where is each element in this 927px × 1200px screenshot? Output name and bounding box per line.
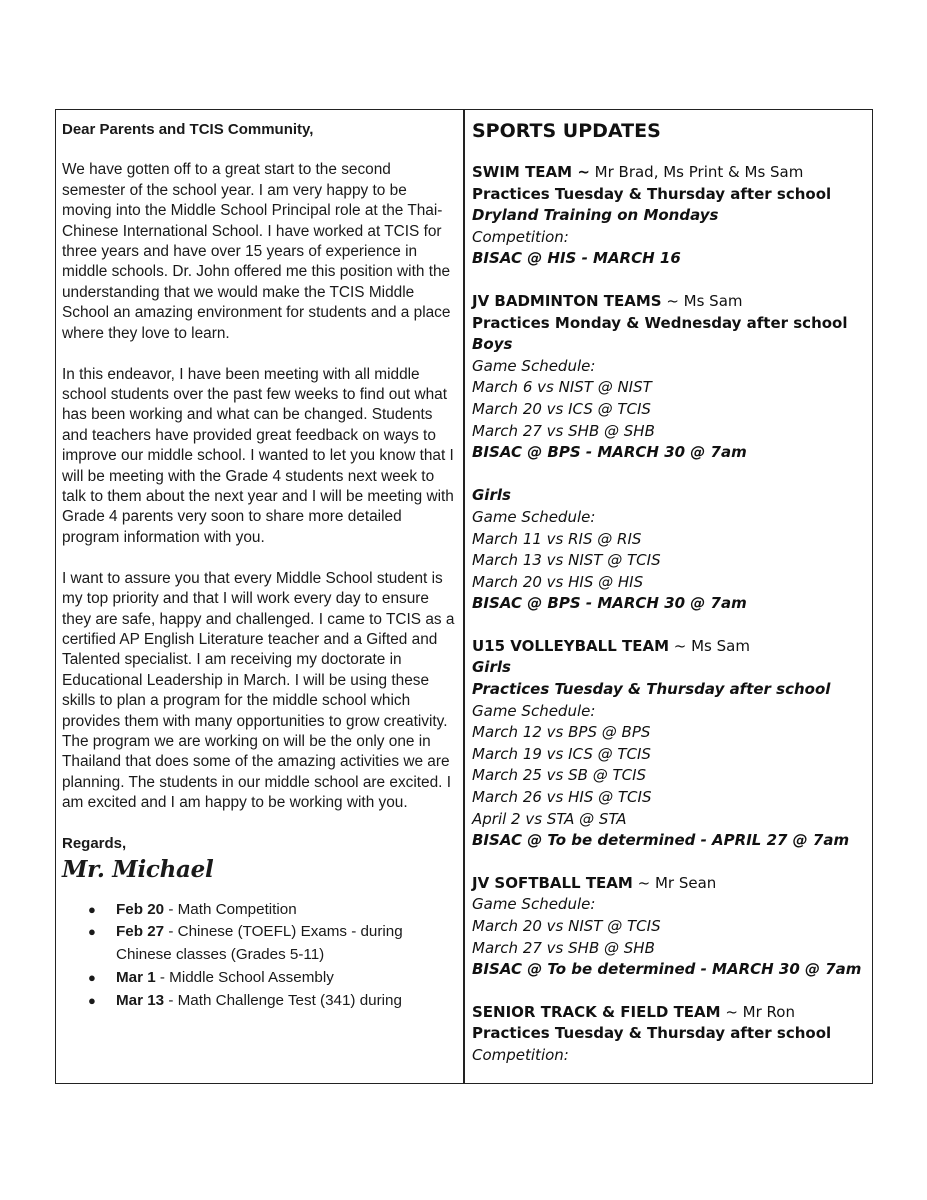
team-coach: ~ Mr Sean xyxy=(632,873,717,892)
track-team-section xyxy=(472,1002,867,1067)
letter-paragraph: I want to assure you that every Middle School student is my top priority and that I will work every day to ensure they are safe, happy and challenged. I came to TCIS as a certified AP English Literature teacher and a Gifted and Talented specialist. I am receiving my doctorate in Educational Leadership in March. I will be using these skills to plan a program for the middle school which provides them with many opportunities to grow creativity. The program we are working on will be the only one in Thailand that does some of the amazing activities we are planning. The students in our middle school are excited. I am excited and I am happy to be working with you. xyxy=(62,569,455,812)
bisac-event: BISAC @ BPS - MARCH 30 @ 7am xyxy=(472,594,747,613)
badminton-team-section xyxy=(472,291,867,615)
event-date: Feb 20 xyxy=(116,900,165,918)
dryland-training: Dryland Training on Mondays xyxy=(472,206,719,225)
team-coach: Mr Brad, Ms Print & Ms Sam xyxy=(589,163,804,181)
event-item xyxy=(62,921,458,967)
event-date: Feb 27 xyxy=(116,923,165,941)
game-item: March 27 vs SHB @ SHB xyxy=(472,421,655,440)
game-item: March 6 vs NIST @ NIST xyxy=(472,378,652,397)
letter-signature: Mr. Michael xyxy=(62,855,214,883)
team-heading xyxy=(472,1002,867,1024)
game-item: March 19 vs ICS @ TCIS xyxy=(472,744,651,763)
event-date: Mar 1 xyxy=(116,968,156,986)
division-label: Boys xyxy=(472,335,513,354)
letter-paragraph: In this endeavor, I have been meeting with all middle school students over the past few weeks to find out what has been working and what can be changed. Students and teachers have provided great feedback on ways to improve our middle school. I wanted to let you know that I will be meeting with the Grade 4 students next week to talk to them about the next year and I will be meeting with Grade 4 parents very soon to share more detailed program information with you. xyxy=(62,365,454,546)
division-label: Girls xyxy=(472,486,511,505)
game-item: March 26 vs HIS @ TCIS xyxy=(472,788,652,807)
bullet-icon: ● xyxy=(88,924,96,940)
team-name: JV SOFTBALL TEAM xyxy=(472,873,633,892)
event-text: - Chinese (TOEFL) Exams - during Chinese classes (Grades 5-11) xyxy=(116,923,403,964)
practice-schedule: Practices Tuesday & Thursday after school xyxy=(472,680,831,699)
event-date: Mar 13 xyxy=(116,991,165,1009)
bullet-icon: ● xyxy=(88,901,96,917)
schedule-label: Game Schedule: xyxy=(472,507,596,526)
game-item: March 12 vs BPS @ BPS xyxy=(472,723,651,742)
letter-greeting: Dear Parents and TCIS Community, xyxy=(62,121,314,138)
schedule-label: Game Schedule: xyxy=(472,895,596,914)
team-coach: ~ Ms Sam xyxy=(669,636,750,655)
division-label: Girls xyxy=(472,658,511,677)
column-divider xyxy=(463,109,465,1084)
schedule-label: Game Schedule: xyxy=(472,356,596,375)
bullet-icon: ● xyxy=(88,992,96,1008)
team-heading xyxy=(472,873,867,895)
team-coach: ~ Ms Sam xyxy=(661,291,743,310)
events-list xyxy=(62,899,458,1013)
sports-updates xyxy=(472,115,867,1088)
team-name: U15 VOLLEYBALL TEAM xyxy=(472,636,669,655)
game-item: March 20 vs NIST @ TCIS xyxy=(472,917,661,935)
practice-schedule: Practices Monday & Wednesday after school xyxy=(472,313,848,332)
event-text: - Math Challenge Test (341) during xyxy=(164,991,402,1009)
game-item: March 20 vs ICS @ TCIS xyxy=(472,399,651,418)
schedule-label: Game Schedule: xyxy=(472,701,596,720)
game-item: March 11 vs RIS @ RIS xyxy=(472,529,642,548)
competition-label: Competition: xyxy=(472,227,569,246)
game-item: March 25 vs SB @ TCIS xyxy=(472,766,647,785)
competition-label: Competition: xyxy=(472,1045,569,1064)
bisac-event: BISAC @ To be determined - MARCH 30 @ 7am xyxy=(472,960,862,979)
principal-letter xyxy=(62,118,458,1012)
sports-title: SPORTS UPDATES xyxy=(472,120,661,142)
team-coach: ~ Mr Ron xyxy=(720,1002,795,1021)
event-text: - Middle School Assembly xyxy=(155,968,334,986)
team-name: SWIM TEAM ~ xyxy=(472,163,590,181)
team-heading xyxy=(472,636,867,658)
bisac-event: BISAC @ To be determined - APRIL 27 @ 7am xyxy=(472,831,850,850)
letter-regards: Regards, xyxy=(62,835,127,853)
event-text: - Math Competition xyxy=(164,900,297,918)
event-item xyxy=(62,967,458,990)
event-item xyxy=(62,899,458,922)
bullet-icon: ● xyxy=(88,969,96,985)
game-item: April 2 vs STA @ STA xyxy=(472,809,627,828)
event-item xyxy=(62,990,458,1013)
game-item: March 13 vs NIST @ TCIS xyxy=(472,551,661,570)
letter-paragraph: We have gotten off to a great start to the second semester of the school year. I am very happy to be moving into the Middle School Principal role at the Thai-Chinese International School. I have worked at TCIS for three years and have over 15 years of experience in middle schools. Dr. John offered me this position with the understanding that we would make the TCIS Middle School an amazing environment for students and a place where they love to learn. xyxy=(62,161,451,342)
team-name: SENIOR TRACK & FIELD TEAM xyxy=(472,1002,721,1021)
bisac-event: BISAC @ HIS - MARCH 16 xyxy=(472,249,681,268)
team-name: JV BADMINTON TEAMS xyxy=(472,291,662,310)
swim-team-section xyxy=(472,162,867,270)
spacer xyxy=(472,464,867,486)
practice-schedule: Practices Tuesday & Thursday after school xyxy=(472,1024,832,1043)
bisac-event: BISAC @ BPS - MARCH 30 @ 7am xyxy=(472,443,747,462)
volleyball-team-section xyxy=(472,636,867,852)
game-item: March 27 vs SHB @ SHB xyxy=(472,938,655,957)
team-heading xyxy=(472,162,867,184)
practice-schedule: Practices Tuesday & Thursday after school xyxy=(472,184,832,203)
game-item: March 20 vs HIS @ HIS xyxy=(472,572,644,591)
softball-team-section xyxy=(472,873,867,981)
team-heading xyxy=(472,291,867,313)
